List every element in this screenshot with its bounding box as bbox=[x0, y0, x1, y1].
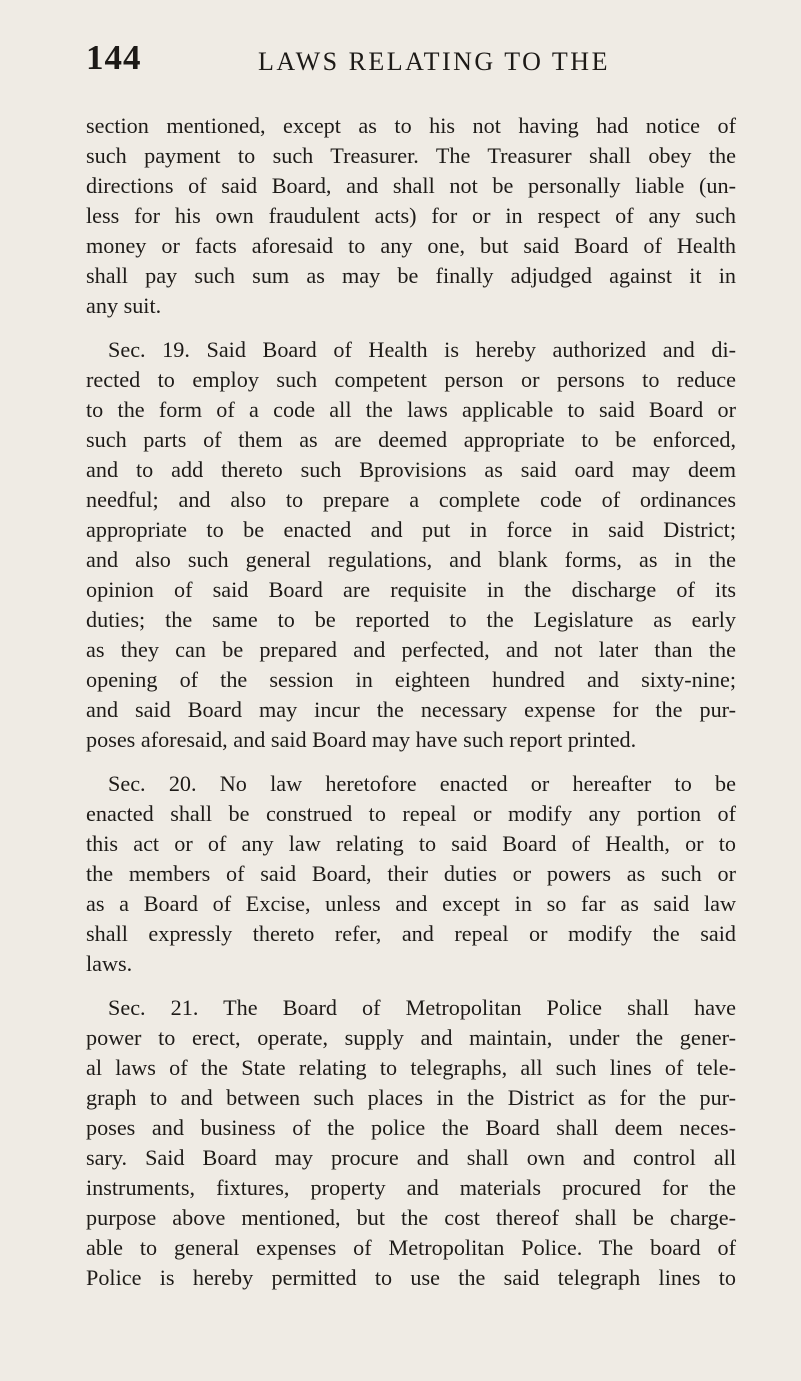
text-line: sary. Said Board may procure and shall own and control all bbox=[86, 1145, 736, 1170]
text-line: directions of said Board, and shall not be personally liable (un- bbox=[86, 173, 736, 198]
text-line: less for his own fraudulent acts) for or in respect of any such bbox=[86, 203, 736, 228]
text-line: opening of the session in eighteen hundred and sixty-nine; bbox=[86, 667, 736, 692]
page-number: 144 bbox=[86, 38, 142, 77]
text-line: power to erect, operate, supply and maintain, under the gener- bbox=[86, 1025, 736, 1050]
text-line: any suit. bbox=[86, 293, 162, 318]
text-line: Sec. 20. No law heretofore enacted or hereafter to be bbox=[108, 771, 736, 796]
page-header bbox=[86, 38, 726, 86]
paragraph bbox=[86, 769, 736, 979]
text-line: as they can be prepared and perfected, and not later than the bbox=[86, 637, 736, 662]
text-line: al laws of the State relating to telegraphs, all such lines of tele- bbox=[86, 1055, 736, 1080]
text-line: poses and business of the police the Board shall deem neces- bbox=[86, 1115, 736, 1140]
text-line: purpose above mentioned, but the cost thereof shall be charge- bbox=[86, 1205, 736, 1230]
text-line: such payment to such Treasurer. The Treasurer shall obey the bbox=[86, 143, 736, 168]
text-line: Police is hereby permitted to use the said telegraph lines to bbox=[86, 1265, 736, 1290]
text-line: as a Board of Excise, unless and except in so far as said law bbox=[86, 891, 736, 916]
text-line: enacted shall be construed to repeal or modify any portion of bbox=[86, 801, 736, 826]
paragraph-gap bbox=[86, 979, 736, 993]
paragraph-gap bbox=[86, 321, 736, 335]
text-line: instruments, fixtures, property and materials procured for the bbox=[86, 1175, 736, 1200]
text-line: Sec. 21. The Board of Metropolitan Police shall have bbox=[108, 995, 736, 1020]
text-line: Sec. 19. Said Board of Health is hereby authorized and di- bbox=[108, 337, 736, 362]
text-line: rected to employ such competent person or persons to reduce bbox=[86, 367, 736, 392]
text-line: money or facts aforesaid to any one, but said Board of Health bbox=[86, 233, 736, 258]
text-line: laws. bbox=[86, 951, 133, 976]
text-line: shall expressly thereto refer, and repeal or modify the said bbox=[86, 921, 736, 946]
paragraph bbox=[86, 335, 736, 755]
running-head: LAWS RELATING TO THE bbox=[258, 47, 610, 76]
text-line: to the form of a code all the laws applicable to said Board or bbox=[86, 397, 736, 422]
text-line: appropriate to be enacted and put in force in said District; bbox=[86, 517, 736, 542]
paragraph bbox=[86, 111, 736, 321]
text-line: section mentioned, except as to his not having had notice of bbox=[86, 113, 736, 138]
paragraph bbox=[86, 993, 736, 1293]
text-line: and to add thereto such Bprovisions as said oard may deem bbox=[86, 457, 736, 482]
body-text bbox=[86, 111, 736, 1293]
text-line: duties; the same to be reported to the Legislature as early bbox=[86, 607, 736, 632]
text-line: this act or of any law relating to said Board of Health, or to bbox=[86, 831, 736, 856]
text-line: poses aforesaid, and said Board may have such report printed. bbox=[86, 727, 637, 752]
text-line: such parts of them as are deemed appropriate to be enforced, bbox=[86, 427, 736, 452]
paragraph-gap bbox=[86, 755, 736, 769]
text-line: able to general expenses of Metropolitan Police. The board of bbox=[86, 1235, 736, 1260]
text-line: the members of said Board, their duties or powers as such or bbox=[86, 861, 736, 886]
text-line: needful; and also to prepare a complete code of ordinances bbox=[86, 487, 736, 512]
text-line: and also such general regulations, and blank forms, as in the bbox=[86, 547, 736, 572]
text-line: graph to and between such places in the District as for the pur- bbox=[86, 1085, 736, 1110]
text-line: opinion of said Board are requisite in the discharge of its bbox=[86, 577, 736, 602]
text-line: shall pay such sum as may be finally adjudged against it in bbox=[86, 263, 736, 288]
text-line: and said Board may incur the necessary expense for the pur- bbox=[86, 697, 736, 722]
